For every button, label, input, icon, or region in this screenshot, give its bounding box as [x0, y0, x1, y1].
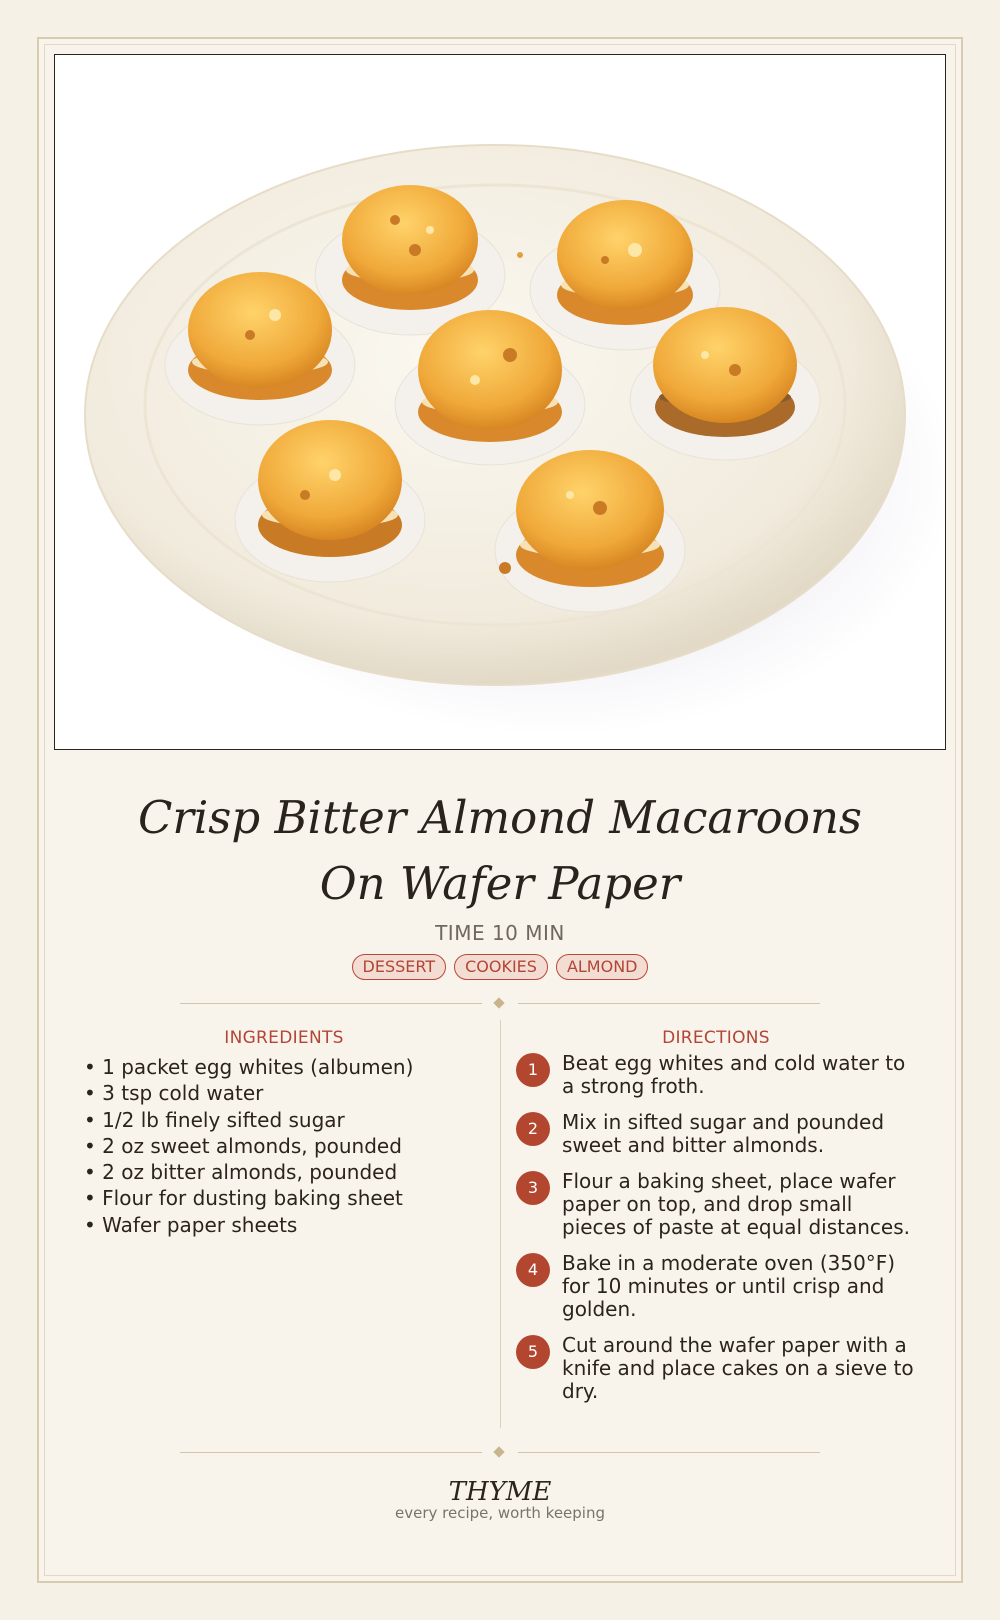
step-text: Mix in sifted sugar and pounded sweet and bitter almonds.: [562, 1110, 885, 1157]
tag-dessert[interactable]: DESSERT: [352, 954, 447, 980]
step-text: Bake in a moderate oven (350°F) for 10 minutes or until crisp and golden.: [562, 1251, 896, 1321]
directions-list: [516, 1052, 916, 1416]
column-divider: [500, 1020, 501, 1428]
ingredient-item: • 2 oz sweet almonds, pounded: [84, 1133, 484, 1159]
direction-step: [516, 1170, 916, 1239]
step-text: Beat egg whites and cold water to a strong froth.: [562, 1051, 906, 1098]
top-divider: [180, 1003, 820, 1004]
recipe-title: Crisp Bitter Almond Macaroons On Wafer Paper: [137, 791, 863, 910]
recipe-image: [54, 54, 946, 750]
ingredient-item: • 3 tsp cold water: [84, 1080, 484, 1106]
brand-tagline: every recipe, worth keeping: [394, 1504, 605, 1522]
step-text: Flour a baking sheet, place wafer paper on top, and drop small pieces of paste at equal distances.: [562, 1169, 910, 1239]
step-number-badge: 4: [516, 1253, 550, 1287]
direction-step: [516, 1334, 916, 1403]
step-text: Cut around the wafer paper with a knife and place cakes on a sieve to dry.: [562, 1333, 914, 1403]
bottom-divider: [180, 1452, 820, 1453]
step-number-badge: 2: [516, 1112, 550, 1146]
ingredient-item: • 2 oz bitter almonds, pounded: [84, 1159, 484, 1185]
step-number-badge: 3: [516, 1171, 550, 1205]
ingredient-item: • Flour for dusting baking sheet: [84, 1185, 484, 1211]
step-number-badge: 1: [516, 1053, 550, 1087]
step-number-badge: 5: [516, 1335, 550, 1369]
brand-logo: THYME: [448, 1477, 552, 1507]
ingredient-item: • 1 packet egg whites (albumen): [84, 1054, 484, 1080]
directions-heading: DIRECTIONS: [662, 1028, 770, 1048]
macaroons-illustration: [55, 55, 945, 749]
ingredient-item: • 1/2 lb finely sifted sugar: [84, 1107, 484, 1133]
direction-step: [516, 1252, 916, 1321]
direction-step: [516, 1052, 916, 1098]
direction-step: [516, 1111, 916, 1157]
tag-almond[interactable]: ALMOND: [556, 954, 649, 980]
ingredients-list: [84, 1054, 484, 1238]
cook-time: TIME 10 MIN: [435, 921, 565, 945]
ingredients-heading: INGREDIENTS: [224, 1028, 344, 1048]
tag-list: [0, 954, 1000, 980]
ingredient-item: • Wafer paper sheets: [84, 1212, 484, 1238]
tag-cookies[interactable]: COOKIES: [454, 954, 548, 980]
